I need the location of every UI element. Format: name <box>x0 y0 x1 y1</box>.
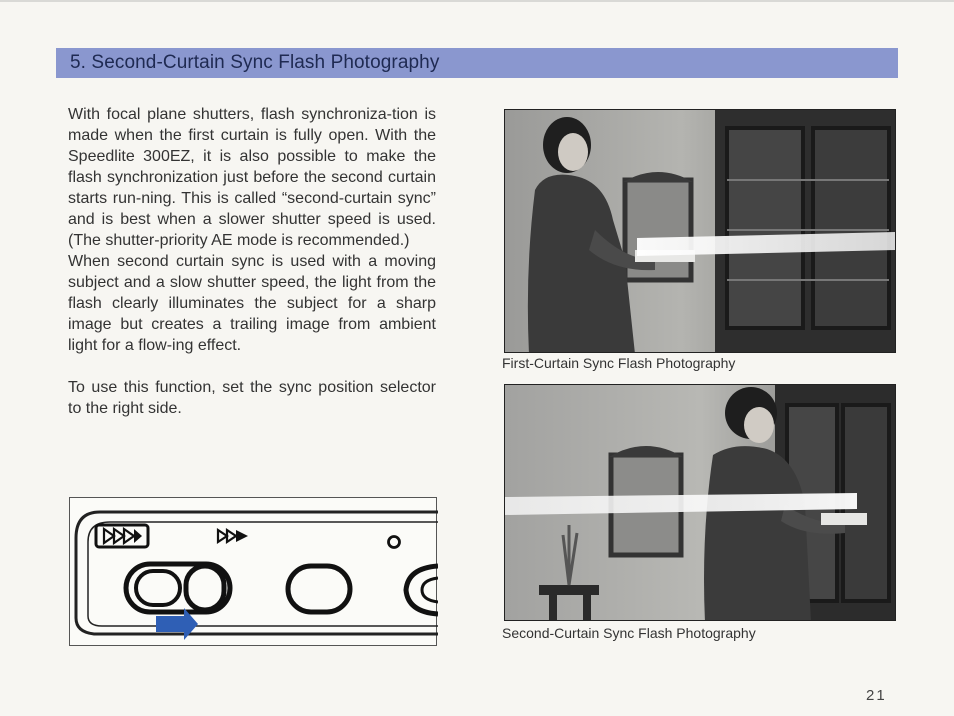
sync-selector-diagram <box>69 497 437 646</box>
body-text <box>68 104 436 419</box>
caption-second-curtain: Second-Curtain Sync Flash Photography <box>502 625 756 641</box>
sync-selector-illustration <box>70 498 438 647</box>
top-rule <box>0 0 954 2</box>
sync-selector-switch <box>126 564 230 612</box>
second-curtain-sync-icon <box>96 525 148 547</box>
caption-first-curtain: First-Curtain Sync Flash Photography <box>502 355 736 371</box>
page-number: 21 <box>866 687 887 704</box>
paragraph-moving-subject: When second curtain sync is used with a moving subject and a slow shutter speed, the light from the flash clearly illuminates the subject for a sharp image but creates a trailing image from ambient light for a flow-ing effect. <box>68 253 436 354</box>
sync-position-icon <box>218 530 248 542</box>
photo-first-curtain-sync <box>504 109 896 353</box>
oval-button-icon <box>288 566 350 612</box>
paragraph-instruction: To use this function, set the sync position selector to the right side. <box>68 379 436 417</box>
photo-second-curtain-sync <box>504 384 896 621</box>
paragraph-intro: With focal plane shutters, flash synchroniza-tion is made when the first curtain is fully open. With the Speedlite 300EZ, it is also possible to make the flash synchronization just before the second curtain starts run-ning. This is called “second-curtain sync” and is best when a slower shutter speed is used. (The shutter-priority AE mode is recommended.) <box>68 106 436 249</box>
section-heading: 5. Second-Curtain Sync Flash Photography <box>70 52 440 73</box>
indicator-circle-icon <box>389 537 400 548</box>
